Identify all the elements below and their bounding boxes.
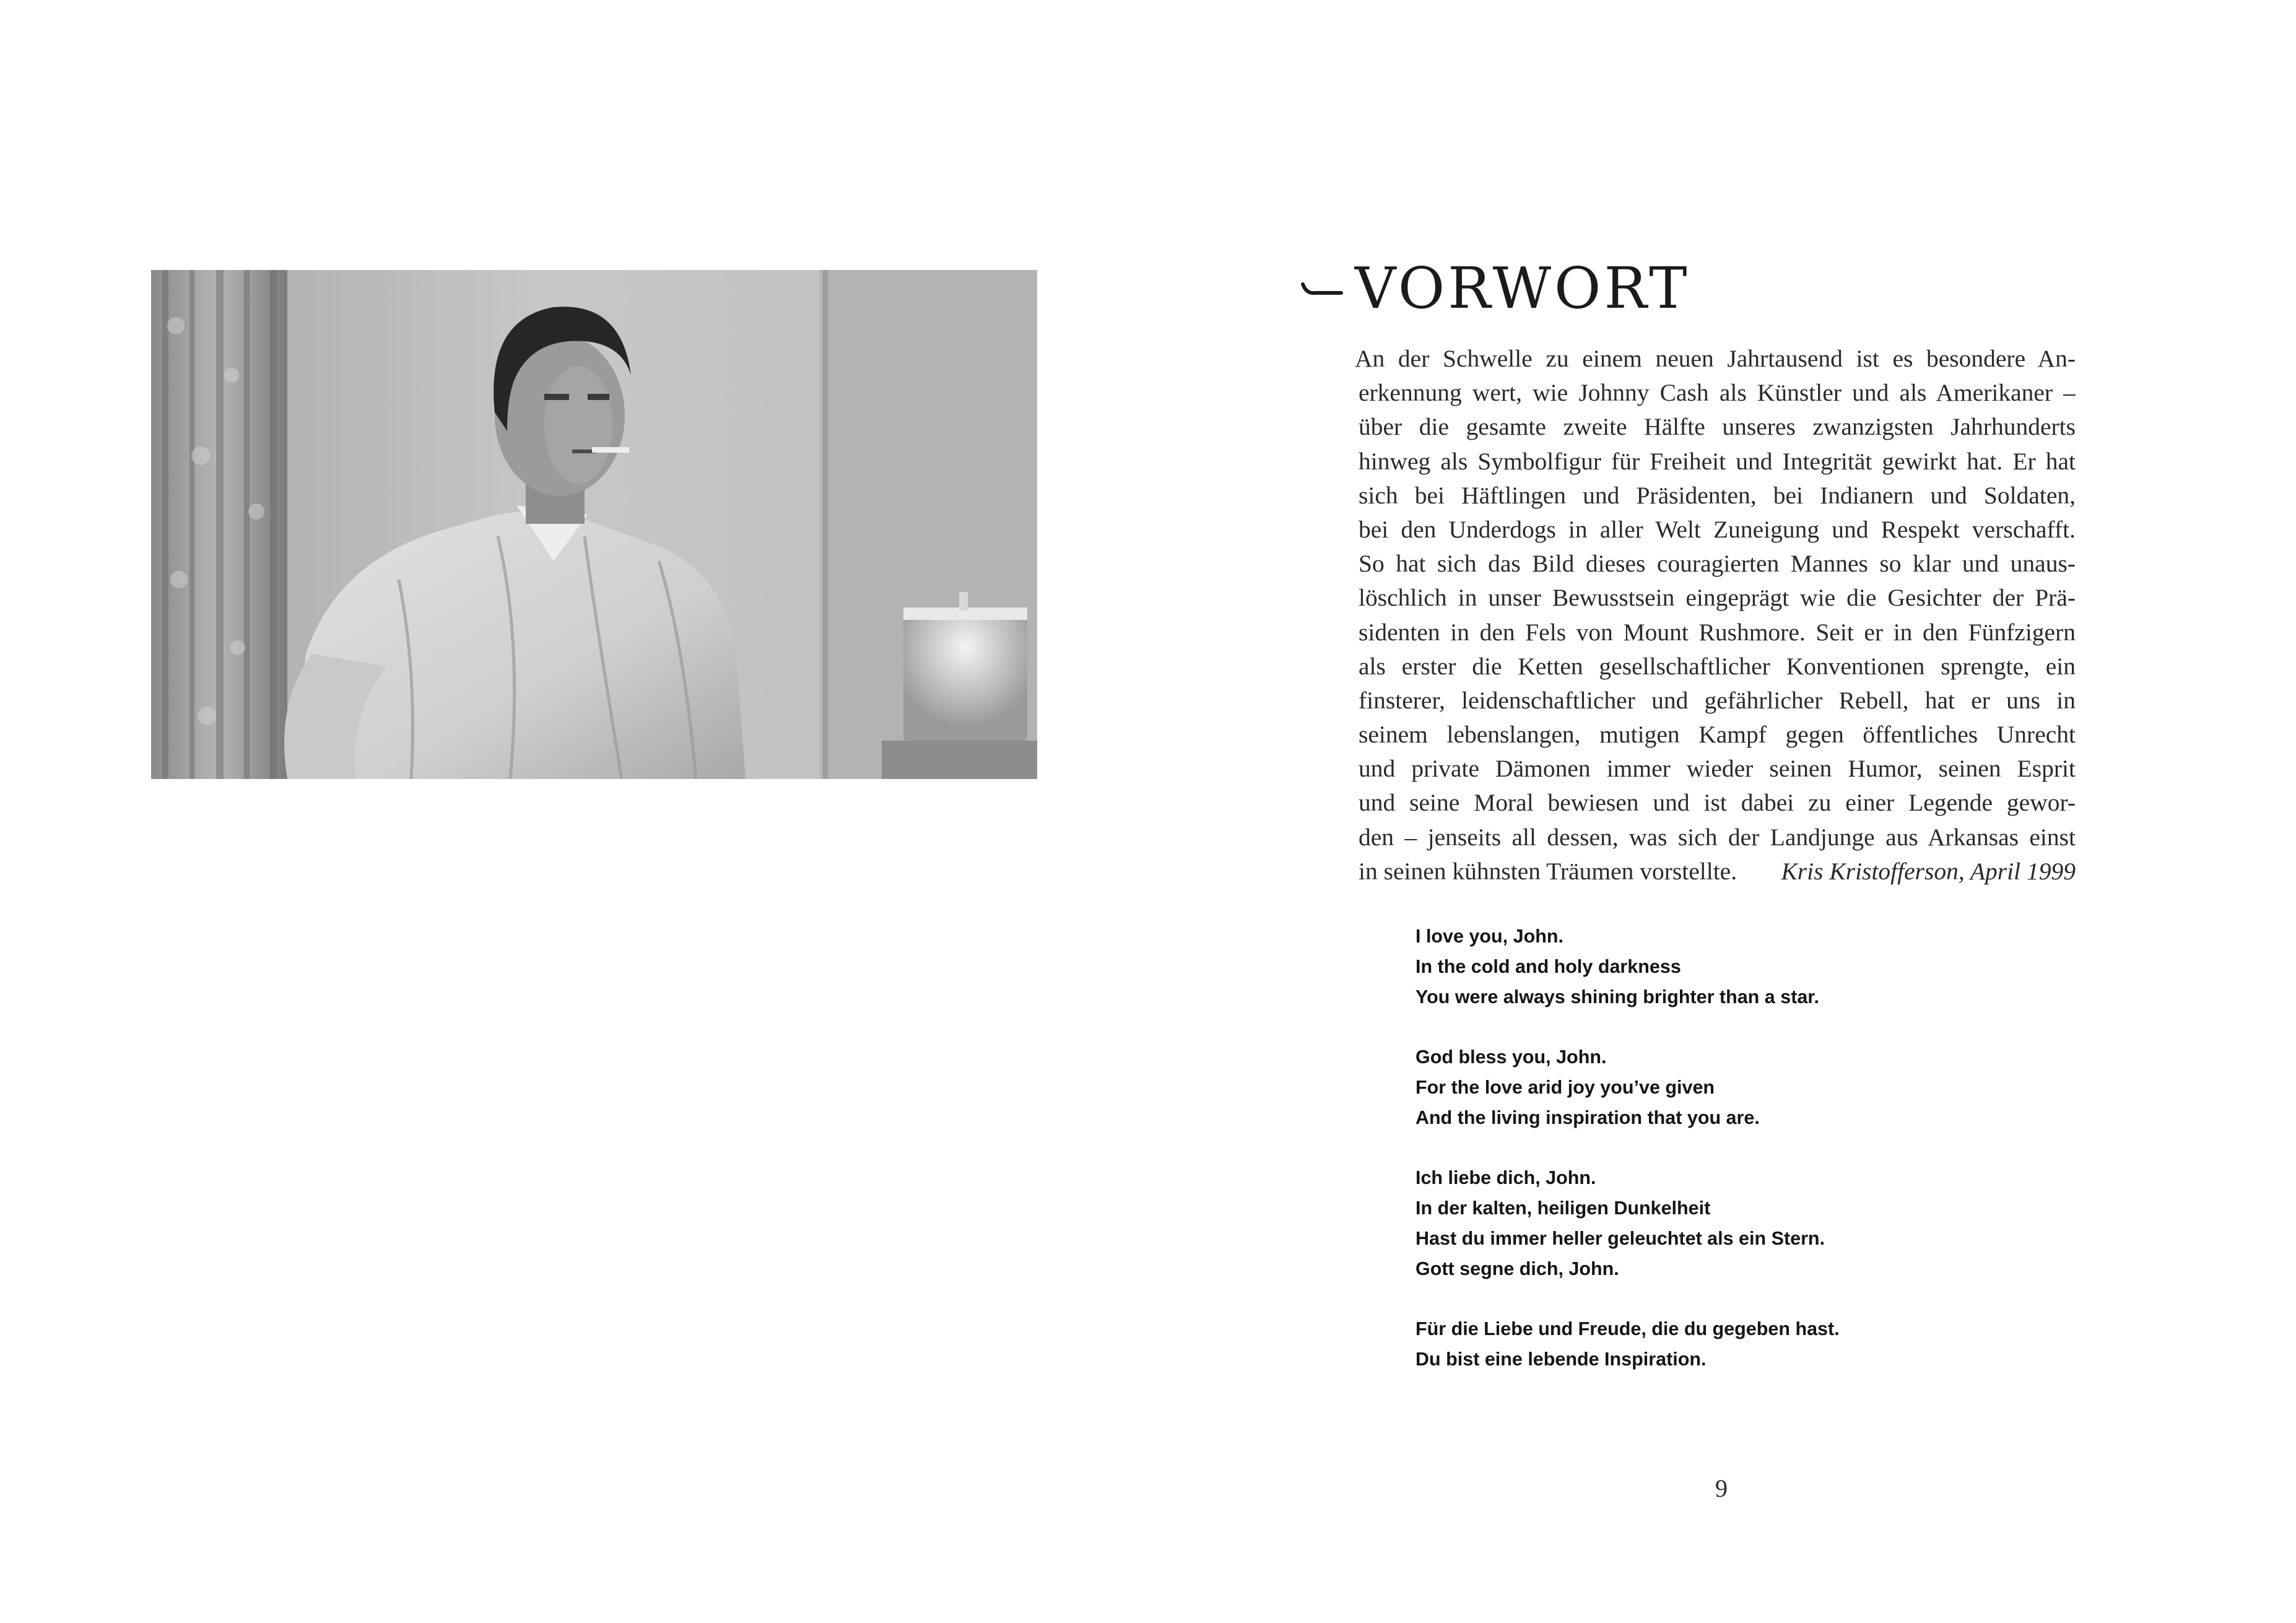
portrait-photo — [151, 270, 1037, 779]
poem-line: Für die Liebe und Freude, die du gegeben hast. — [1415, 1318, 1840, 1339]
poem-line: In the cold and holy darkness — [1415, 956, 1681, 977]
foreword-line: und seine Moral bewiesen und ist dabei zu einer Legende gewor- — [1359, 789, 2076, 817]
foreword-line: An der Schwelle zu einem neuen Jahrtausend ist es besondere An- — [1355, 345, 2076, 372]
poem-line: Ich liebe dich, John. — [1415, 1167, 1596, 1188]
foreword-line: sich bei Häftlingen und Präsidenten, bei Indianern und Soldaten, — [1359, 481, 2076, 509]
foreword-line: bei den Underdogs in aller Welt Zuneigung und Respekt verschafft. — [1359, 515, 2076, 543]
foreword-line: finsterer, leidenschaftlicher und gefährlicher Rebell, hat er uns in — [1359, 686, 2076, 714]
foreword-line: über die gesamte zweite Hälfte unseres zwanzigsten Jahrhunderts — [1359, 413, 2076, 441]
foreword-line: löschlich in unser Bewusstsein eingeprägt wie die Gesichter der Prä- — [1359, 584, 2076, 612]
poem-stanza — [1415, 921, 1973, 1012]
foreword-line: und private Dämonen immer wieder seinen Humor, seinen Esprit — [1359, 755, 2076, 783]
foreword-line: erkennung wert, wie Johnny Cash als Künstler und als Amerikaner – — [1359, 379, 2076, 407]
foreword-text — [1355, 342, 2076, 889]
poem-stanza — [1415, 1163, 1973, 1284]
poem-line: You were always shining brighter than a star. — [1415, 986, 1819, 1007]
foreword-line: den – jenseits all dessen, was sich der Landjunge aus Arkansas einst — [1359, 823, 2076, 851]
foreword-last-line — [1359, 855, 2076, 889]
foreword-line: hinweg als Symbolfigur für Freiheit und Integrität gewirkt hat. Er hat — [1359, 447, 2076, 475]
foreword-line: als erster die Ketten gesellschaftlicher Konventionen sprengte, ein — [1359, 652, 2076, 680]
foreword-line: in seinen kühnsten Träumen vorstellte. — [1359, 857, 1737, 885]
poem-stanza — [1415, 1314, 1973, 1375]
poem-stanza — [1415, 1042, 1973, 1133]
poem-line: For the love arid joy you’ve given — [1415, 1077, 1715, 1098]
foreword-line: sidenten in den Fels von Mount Rushmore. Seit er in den Fünfzigern — [1359, 618, 2076, 646]
poem-line: Du bist eine lebende Inspiration. — [1415, 1349, 1707, 1370]
page-title: VORWORT — [1355, 255, 1690, 321]
author-attribution: Kris Kristofferson, April 1999 — [1781, 857, 2076, 885]
foreword-line: seinem lebenslangen, mutigen Kampf gegen öffentliches Unrecht — [1359, 721, 2076, 749]
poem-line: I love you, John. — [1415, 926, 1563, 947]
poem-line: God bless you, John. — [1415, 1046, 1607, 1068]
portrait-photo-illustration — [151, 270, 1037, 779]
poem — [1415, 921, 1973, 1404]
poem-line: Gott segne dich, John. — [1415, 1258, 1619, 1279]
poem-line: And the living inspiration that you are. — [1415, 1107, 1760, 1128]
page-number: 9 — [1715, 1474, 1728, 1502]
poem-line: In der kalten, heiligen Dunkelheit — [1415, 1198, 1711, 1219]
poem-line: Hast du immer heller geleuchtet als ein Stern. — [1415, 1228, 1825, 1249]
heading-ornament-icon — [1300, 269, 1344, 307]
chapter-heading — [1300, 248, 1690, 328]
foreword-line: So hat sich das Bild dieses couragierten Mannes so klar und unaus- — [1359, 550, 2076, 578]
